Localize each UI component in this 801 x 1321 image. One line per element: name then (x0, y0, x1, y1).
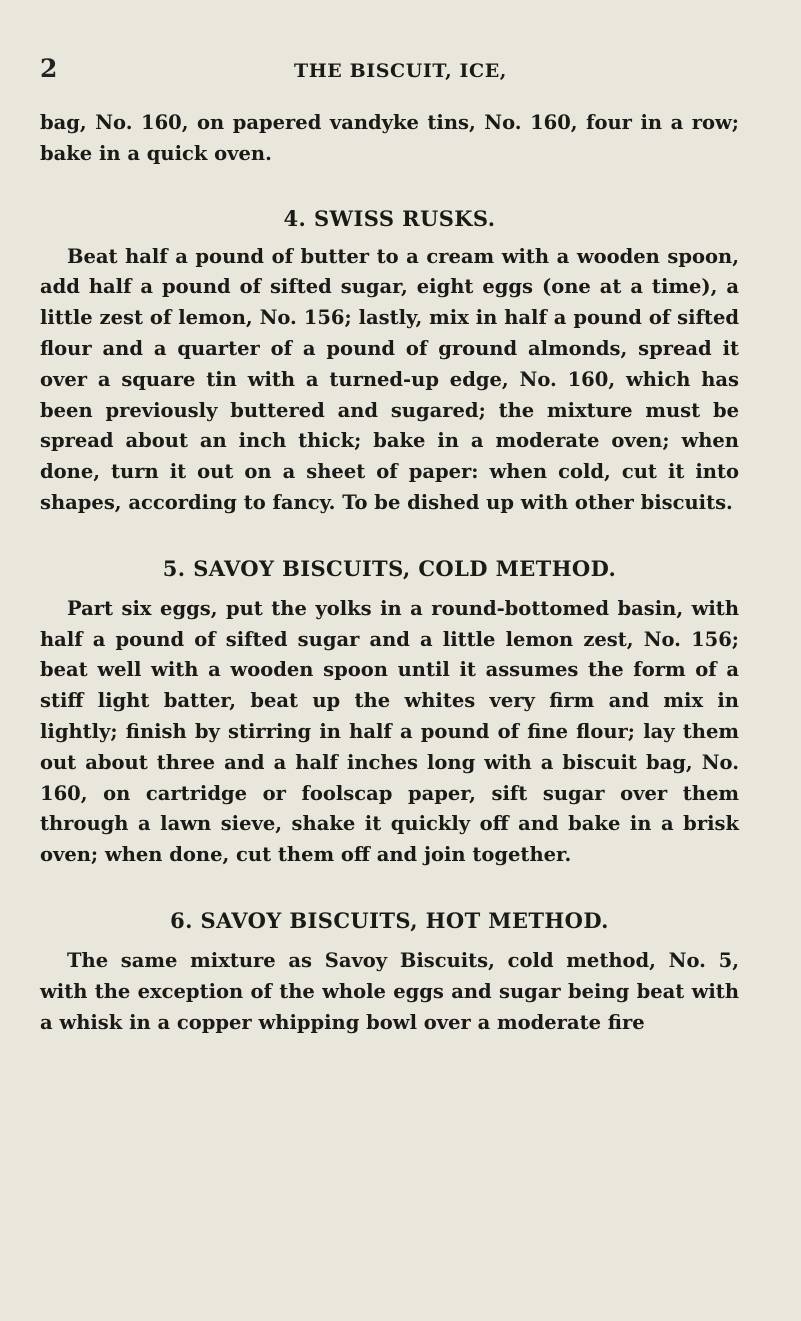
running-head: THE BISCUIT, ICE, (293, 60, 508, 82)
section-body-savoy-cold: Part six eggs, put the yolks in a round-bottomed basin, with half a pound of sifted sugar and a little lemon zest, No. 156; beat well with a wooden spoon until it assumes the form of a stiff light batter, beat up the whites very firm and mix in lightly; finish by stirring in half a pound of fine flour; lay them out about three and a half inches long with a biscuit bag, No. 160, on cartridge or foolscap paper, sift sugar over them through a lawn sieve, shake it quickly off and bake in a brisk oven; when done, cut them off and join together. (40, 596, 739, 867)
section-heading-savoy-hot: 6. SAVOY BISCUITS, HOT METHOD. (170, 907, 609, 933)
section-body-savoy-hot: The same mixture as Savoy Biscuits, cold method, No. 5, with the exception of the whole eggs and sugar being beat with a whisk in a copper whipping bowl over a moderate fire (40, 948, 739, 1034)
page-content (40, 108, 739, 1038)
continuation-paragraph: bag, No. 160, on papered vandyke tins, No. 160, four in a row; bake in a quick oven. (40, 111, 739, 165)
page-number: 2 (40, 54, 58, 83)
section-body-swiss-rusks: Beat half a pound of butter to a cream with a wooden spoon, add half a pound of sifted sugar, eight eggs (one at a time), a little zest of lemon, No. 156; lastly, mix in half a pound of sifted flour and a quarter of a pound of ground almonds, spread it over a square tin with a turned-up edge, No. 160, which has been previously buttered and sugared; the mixture must be spread about an inch thick; bake in a moderate oven; when done, turn it out on a sheet of paper: when cold, cut it into shapes, according to fancy. To be dished up with other biscuits. (40, 244, 739, 514)
section-heading-swiss-rusks: 4. SWISS RUSKS. (283, 205, 496, 231)
section-heading-savoy-cold: 5. SAVOY BISCUITS, COLD METHOD. (162, 555, 617, 581)
